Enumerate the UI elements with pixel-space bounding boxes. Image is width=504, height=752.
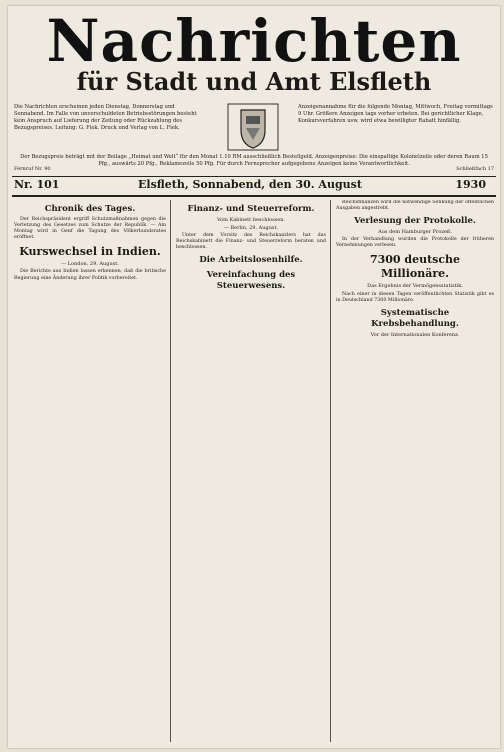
po-box: Schließfach 17 (456, 166, 494, 172)
headline-protokolle: Verlesung der Protokolle. (354, 216, 476, 227)
headline-steuerwesen: Vereinfachung des Steuerwesens. (206, 270, 296, 292)
headline-krebsbehandlung: Systematische Krebsbehandlung. (371, 307, 459, 329)
subscription-notice: Der Bezugspreis beträgt mit der Beilage „Heimat und Welt“ für den Monat 1.10 RM ausschließlich Bestellgeld. Anzeigenpreise: Die einspaltige Kolonelzeile oder deren Raum 15 Pfg., auswärts 20 Pfg., Reklamezeile 50 Pfg. Für durch Fernsprecher aufgegebene Anzeigen keine Verantwortlichkeit. (20, 154, 488, 167)
coat-of-arms-icon (224, 102, 282, 154)
article-text: Die Berichte aus Indien lassen erkennen, daß die britische Regierung eine Änderung ihrer Politik vorbereitet. (14, 269, 166, 281)
year: 1930 (455, 178, 486, 191)
column-3 (336, 200, 494, 742)
dateline: Elsfleth, Sonnabend, den 30. August (138, 178, 362, 191)
headline-kurswechsel: Kurswechsel in Indien. (19, 245, 161, 259)
subheadline: Vom Kabinett beschlossen. (216, 217, 286, 223)
issue-number: Nr. 101 (14, 178, 60, 191)
newspaper-title: Nachrichten (46, 7, 462, 75)
column-divider (330, 200, 331, 742)
dateline-london: — London, 29. August. (61, 261, 119, 268)
article-text: In der Verhandlung wurden die Protokolle der früheren Vernehmungen verlesen. (336, 237, 494, 249)
headline-millionaere: 7300 deutsche Millionäre. (369, 253, 461, 281)
publication-info: Die Nachrichten erscheinen jeden Dienstag, Donnerstag und Sonnabend. Im Falle von unverschuldeten Betriebsstörungen besteht kein Anspruch auf Lieferung der Zeitung oder Rückzahlung des Bezugspreises. Leitung: G. Fiek. Druck und Verlag von L. Fiek. (14, 104, 197, 131)
article-text: Unter dem Vorsitz des Reichskanzlers hat das Reichskabinett die Finanz- und Steuerreform beraten und beschlossen. (176, 233, 326, 251)
subheadline: Aus dem Hamburger Prozeß. (378, 229, 452, 236)
phone-number: Fernruf Nr. 90 (14, 166, 51, 172)
subheadline: Vor der Internationalen Konferenz. (370, 331, 460, 338)
column-2 (176, 200, 326, 742)
subheadline: Das Ergebnis der Vermögensstatistik. (367, 283, 463, 290)
article-text: Reichsfinanzen wird die notwendige Senkung der öffentlichen Ausgaben angestrebt. (336, 200, 494, 212)
masthead (8, 7, 500, 96)
headline-arbeitslosenhilfe: Die Arbeitslosenhilfe. (199, 255, 303, 266)
headline-finanzreform: Finanz- und Steuerreform. (187, 204, 315, 214)
advertising-info: Anzeigenannahme für die folgende Montag, Mittwoch, Freitag vormittags 9 Uhr. Größere Anzeigen tags vorher erbeten. Bei gerichtlicher Klage, Konkursverfahren usw. wird etwa bewilligter Rabatt hinfällig. (298, 104, 493, 124)
newspaper-subtitle: für Stadt und Amt Elsfleth (76, 67, 432, 96)
top-rule (12, 176, 496, 177)
dateline-berlin: — Berlin, 29. August. (223, 225, 279, 232)
headline-chronik: Chronik des Tages. (44, 204, 136, 214)
column-divider (170, 200, 171, 742)
article-text: Nach einer in diesen Tagen veröffentlichten Statistik gibt es in Deutschland 7300 Millionäre. (336, 291, 494, 303)
newspaper-page (8, 6, 500, 748)
article-text: Der Reichspräsident ergriff Schutzmaßnahmen gegen die Verletzung des Gesetzes zum Schutze der Republik. — Am Montag wird in Genf die Tagung des Völkerbundsrates eröffnet. (14, 217, 166, 241)
column-1 (14, 200, 166, 742)
bottom-rule (12, 195, 496, 197)
